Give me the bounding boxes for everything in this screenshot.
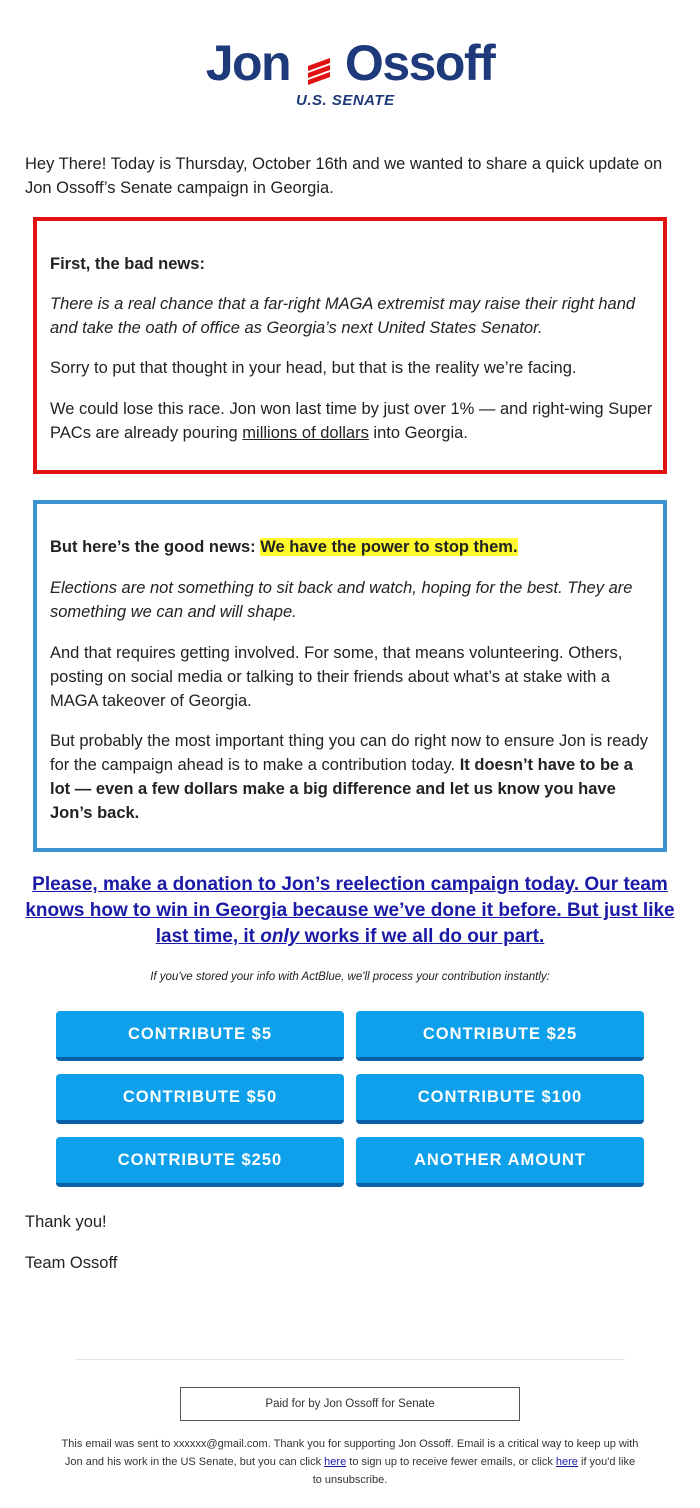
good-news-heading: But here’s the good news:	[50, 538, 261, 556]
fewer-emails-link[interactable]: here	[324, 1456, 347, 1468]
good-news-text-a: But probably the most important thing you can do right now to ensure Jon is ready for the campaign ahead is to make a contribution today.	[50, 732, 649, 774]
good-news-paragraph-3	[50, 729, 654, 825]
bad-news-paragraph-1: There is a real chance that a far-right MAGA extremist may raise their right hand and take the oath of office as Georgia’s next United States Senator.	[50, 295, 636, 337]
logo-last-name: Ossoff	[344, 35, 495, 91]
unsubscribe-link[interactable]: here	[555, 1456, 578, 1468]
logo-first-name: Jon	[205, 35, 291, 91]
good-news-paragraph-2: And that requires getting involved. For some, that means volunteering. Others, posting on social media or talking to their friends about what’s at stake with a MAGA takeover of Georgia.	[50, 644, 623, 710]
donation-cta-link[interactable]	[20, 872, 680, 950]
contribute-250-button[interactable]: CONTRIBUTE $250	[56, 1137, 344, 1187]
footer-divider	[75, 1359, 625, 1360]
bad-news-paragraph-2: Sorry to put that thought in your head, but that is the reality we’re facing.	[50, 359, 577, 377]
cta-emphasis[interactable]: only	[260, 926, 300, 947]
bad-news-text-a: We could lose this race. Jon won last time by just over 1% — and right-wing Super PACs are already pouring	[50, 400, 653, 442]
another-amount-button[interactable]: ANOTHER AMOUNT	[356, 1137, 644, 1187]
bad-news-text-b: into Georgia.	[368, 424, 468, 442]
intro-text: Hey There! Today is Thursday, October 16th and we wanted to share a quick update on Jon Ossoff’s Senate campaign in Georgia.	[25, 155, 663, 197]
actblue-note: If you've stored your info with ActBlue, we'll process your contribution instantly:	[150, 971, 550, 983]
good-news-highlight: We have the power to stop them.	[260, 538, 518, 556]
bad-news-paragraph-3	[50, 397, 654, 445]
cta-text-2[interactable]: works if we all do our part.	[299, 926, 545, 947]
bad-news-box	[33, 217, 667, 474]
good-news-heading-line	[50, 535, 654, 559]
contribute-50-button[interactable]: CONTRIBUTE $50	[56, 1074, 344, 1124]
footer-text-1: This email was sent to xxxxxx@gmail.com. Thank you for supporting Jon Ossoff. Email is a critical way to keep up with Jon and his work in the US Senate, but you can click	[61, 1438, 639, 1468]
logo-flag-icon	[305, 40, 333, 90]
bad-news-heading: First, the bad news:	[50, 255, 205, 273]
team-signature: Team Ossoff	[25, 1254, 118, 1272]
footer-text-2: to sign up to receive fewer emails, or click	[346, 1456, 556, 1468]
good-news-box	[33, 500, 667, 852]
good-news-bold: It doesn’t have to be a lot — even a few dollars make a big difference and let us know you have Jon’s back.	[50, 756, 633, 822]
contribute-5-button[interactable]: CONTRIBUTE $5	[56, 1011, 344, 1061]
contribute-100-button[interactable]: CONTRIBUTE $100	[356, 1074, 644, 1124]
contribute-25-button[interactable]: CONTRIBUTE $25	[356, 1011, 644, 1061]
logo-subtitle: U.S. SENATE	[296, 92, 395, 109]
millions-of-dollars-link[interactable]: millions of dollars	[242, 424, 369, 442]
footer-text-3: if you'd like to unsubscribe.	[312, 1456, 636, 1486]
paid-for-disclaimer: Paid for by Jon Ossoff for Senate	[180, 1387, 520, 1421]
footer-text	[60, 1435, 640, 1489]
campaign-logo	[0, 34, 700, 114]
good-news-paragraph-1: Elections are not something to sit back and watch, hoping for the best. They are something we can and will shape.	[50, 579, 633, 621]
thank-you-text: Thank you!	[25, 1213, 107, 1231]
cta-text-1[interactable]: Please, make a donation to Jon’s reelection campaign today. Our team knows how to win in Georgia because we’ve done it before. But just like last time, it	[25, 874, 675, 947]
